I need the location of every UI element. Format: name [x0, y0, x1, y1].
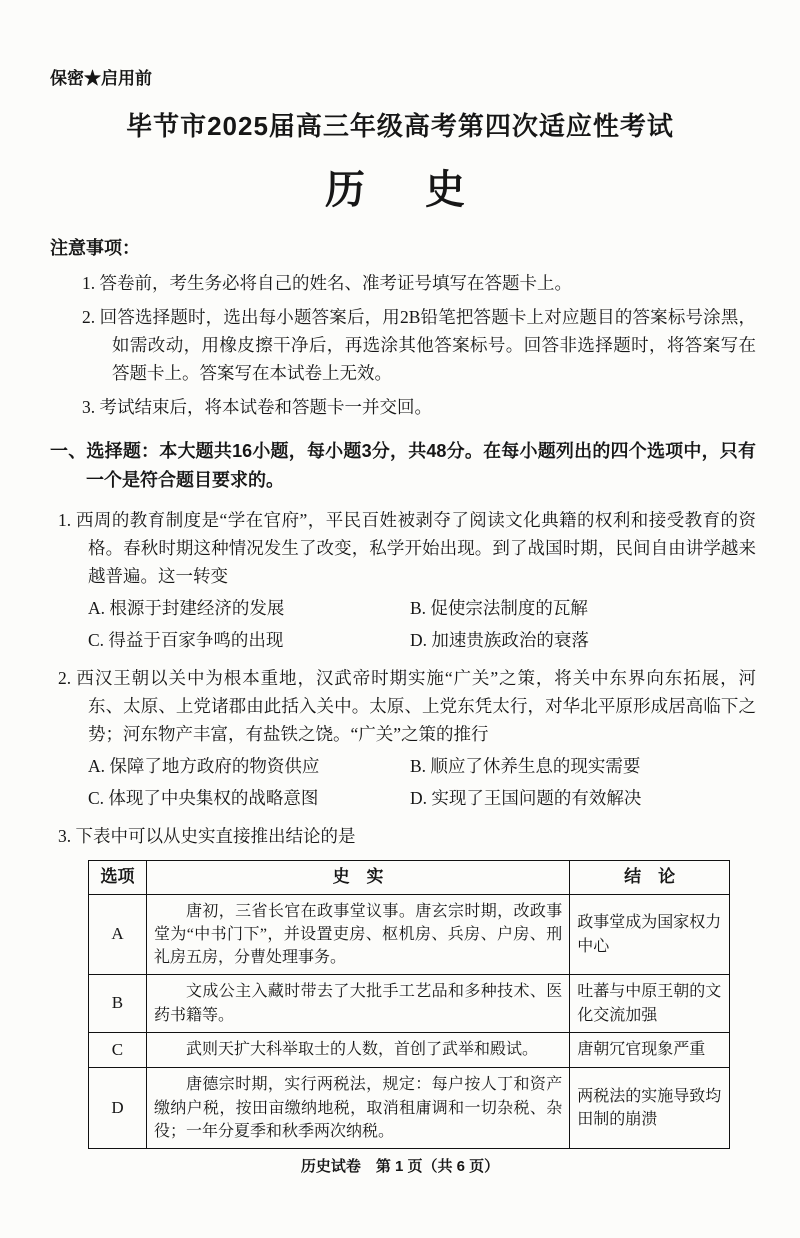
question-text: 下表中可以从史实直接推出结论的是	[75, 826, 356, 847]
question-stem	[58, 822, 756, 850]
table-row	[89, 1068, 730, 1149]
header-fact: 史 实	[146, 861, 569, 895]
notices-block	[50, 234, 756, 421]
option-b: B. 促使宗法制度的瓦解	[410, 598, 588, 619]
question-number: 3.	[58, 826, 72, 847]
option-cell: A	[89, 894, 147, 975]
option-cell: D	[89, 1068, 147, 1149]
notices-heading: 注意事项：	[50, 238, 140, 258]
option-row	[58, 752, 756, 780]
option-c: C. 得益于百家争鸣的出现	[88, 630, 284, 651]
option-cell: C	[89, 1032, 147, 1068]
option-b: B. 顺应了休养生息的现实需要	[410, 756, 641, 777]
question-text: 西周的教育制度是“学在官府”，平民百姓被剥夺了阅读文化典籍的权利和接受教育的资格。春秋时期这种情况发生了改变，私学开始出现。到了战国时期，民间自由讲学越来越普遍。这一转变	[75, 510, 756, 587]
option-d: D. 实现了王国问题的有效解决	[410, 788, 642, 809]
question-stem	[58, 506, 756, 590]
conclusion-cell: 政事堂成为国家权力中心	[570, 894, 730, 975]
option-row	[58, 626, 756, 654]
option-d: D. 加速贵族政治的衰落	[410, 630, 589, 651]
section-heading: 一、选择题：本大题共16小题，每小题3分，共48分。在每小题列出的四个选项中，只有一个是符合题目要求的。	[50, 440, 756, 491]
conclusion-cell: 吐蕃与中原王朝的文化交流加强	[570, 975, 730, 1032]
option-cell: B	[89, 975, 147, 1032]
option-c: C. 体现了中央集权的战略意图	[88, 788, 319, 809]
exam-title: 毕节市2025届高三年级高考第四次适应性考试	[126, 111, 674, 141]
fact-text: 唐初，三省长官在政事堂议事。唐玄宗时期，改政事堂为“中书门下”，并设置吏房、枢机房、兵房、户房、刑礼房五房，分曹处理事务。	[153, 902, 563, 967]
question-number: 1.	[58, 510, 72, 531]
security-notice: 保密★启用前	[50, 69, 152, 88]
fact-cell	[146, 975, 569, 1032]
conclusion-cell: 两税法的实施导致均田制的崩溃	[570, 1068, 730, 1149]
header-option: 选项	[89, 861, 147, 895]
option-row	[58, 594, 756, 622]
fact-text: 唐德宗时期，实行两税法，规定：每户按人丁和资产缴纳户税，按田亩缴纳地税，取消租庸调和一切杂税、杂役；一年分夏季和秋季两次纳税。	[153, 1076, 563, 1140]
header-conclusion: 结 论	[570, 861, 730, 895]
fact-text: 武则天扩大科举取士的人数，首创了武举和殿试。	[185, 1041, 538, 1059]
table-row	[89, 894, 730, 975]
fact-cell	[146, 1068, 569, 1149]
table-header-row	[89, 861, 730, 895]
question-2	[58, 664, 756, 812]
question-number: 2.	[58, 668, 72, 689]
option-a: A. 保障了地方政府的物资供应	[88, 756, 320, 777]
notice-item: 2. 回答选择题时，选出每小题答案后，用2B铅笔把答题卡上对应题目的答案标号涂黑，如需改动，用橡皮擦干净后，再选涂其他答案标号。回答非选择题时，将答案写在答题卡上。答案写在本试卷上无效。	[82, 306, 756, 383]
conclusion-cell: 唐朝冗官现象严重	[570, 1032, 730, 1068]
question-stem	[58, 664, 756, 748]
exam-body	[50, 234, 756, 1149]
option-a: A. 根源于封建经济的发展	[88, 598, 285, 619]
fact-cell	[146, 894, 569, 975]
table-row	[89, 1032, 730, 1068]
question-table	[88, 860, 730, 1149]
question-text: 西汉王朝以关中为根本重地，汉武帝时期实施“广关”之策，将关中东界向东拓展，河东、太原、上党诸郡由此括入关中。太原、上党东凭太行，对华北平原形成居高临下之势；河东物产丰富，有盐铁之饶。“广关”之策的推行	[76, 668, 756, 745]
table-row	[89, 975, 730, 1032]
fact-text: 文成公主入藏时带去了大批手工艺品和多种技术、医药书籍等。	[153, 983, 563, 1024]
page-footer: 历史试卷 第 1 页（共 6 页）	[300, 1158, 500, 1175]
option-row	[58, 784, 756, 812]
subject-title: 历 史	[325, 168, 475, 212]
notice-item: 3. 考试结束后，将本试卷和答题卡一并交回。	[82, 396, 432, 417]
question-3	[58, 822, 756, 1149]
fact-cell	[146, 1032, 569, 1068]
notice-item: 1. 答卷前，考生务必将自己的姓名、准考证号填写在答题卡上。	[82, 272, 572, 293]
question-1	[58, 506, 756, 654]
